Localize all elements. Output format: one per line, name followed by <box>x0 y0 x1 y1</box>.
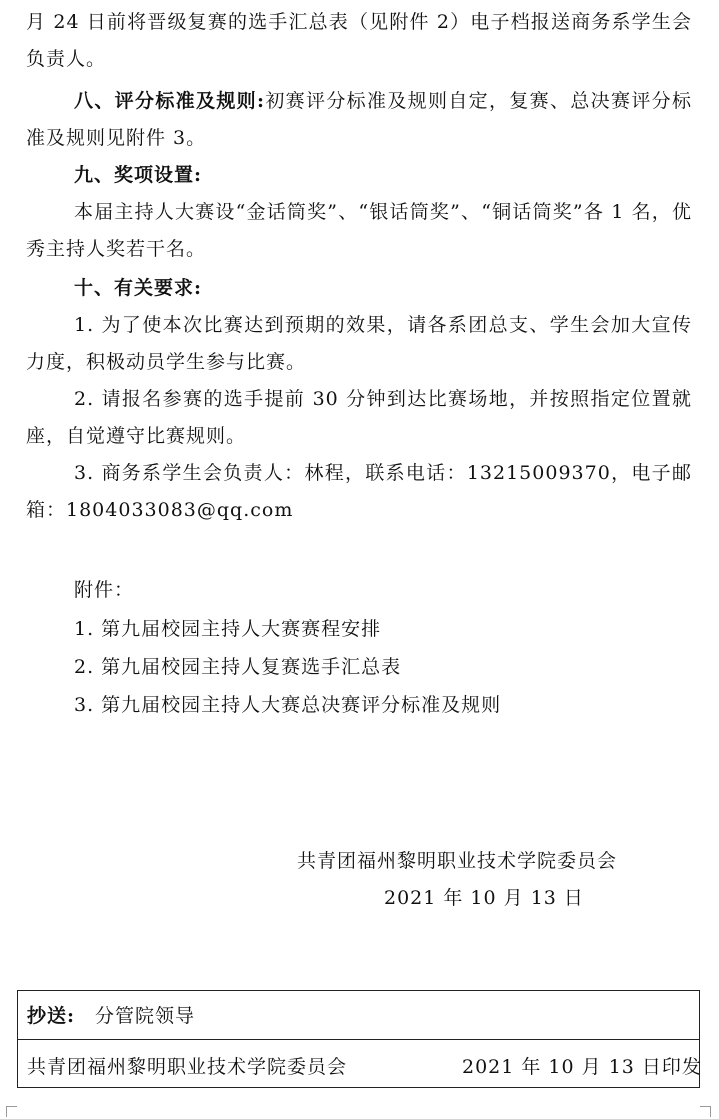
sign-date: 2021 年 10 月 13 日 <box>384 887 584 909</box>
attachment-item-3: 3. 第九届校园主持人大赛总决赛评分标准及规则 <box>74 694 502 716</box>
attachment-label: 附件： <box>74 579 135 601</box>
attachment-item-1: 1. 第九届校园主持人大赛赛程安排 <box>74 618 382 640</box>
continuation-paragraph: 月 24 日前将晋级复赛的选手汇总表（见附件 2）电子档报送商务系学生会负责人。 <box>26 11 692 70</box>
section-10-heading: 十、有关要求: <box>74 277 203 299</box>
crop-mark-left <box>6 1106 17 1117</box>
cc-value: 分管院领导 <box>95 1005 196 1027</box>
requirement-2: 2. 请报名参赛的选手提前 30 分钟到达比赛场地，并按照指定位置就座，自觉遵守比赛规则。 <box>26 388 692 447</box>
signer-org: 共青团福州黎明职业技术学院委员会 <box>297 850 618 872</box>
section-9-heading: 九、奖项设置: <box>74 164 203 186</box>
attachment-item-2: 2. 第九届校园主持人复赛选手汇总表 <box>74 656 402 678</box>
section-8-body: 初赛评分标准及规则自定，复赛、总决赛评分标准及规则见附件 3。 <box>26 90 692 149</box>
section-8-heading: 八、评分标准及规则: <box>74 90 266 112</box>
section-9-body: 本届主持人大赛设“金话筒奖”、“银话筒奖”、“铜话筒奖”各 1 名，优秀主持人奖若干名。 <box>26 201 692 260</box>
distribution-box <box>17 990 700 1088</box>
cc-row <box>18 991 699 1040</box>
requirement-1: 1. 为了使本次比赛达到预期的效果，请各系团总支、学生会加大宣传力度，积极动员学生参与比赛。 <box>26 314 692 373</box>
crop-mark-right <box>700 1106 711 1117</box>
footer-org: 共青团福州黎明职业技术学院委员会 <box>27 1056 348 1078</box>
section-8-paragraph <box>26 83 692 157</box>
requirement-3: 3. 商务系学生会负责人：林程，联系电话：13215009370，电子邮箱：1804033083@qq.com <box>26 462 692 521</box>
footer-date: 2021 年 10 月 13 日印发 <box>462 1056 702 1078</box>
cc-label: 抄送: <box>27 1005 76 1027</box>
issue-row <box>18 1040 702 1087</box>
